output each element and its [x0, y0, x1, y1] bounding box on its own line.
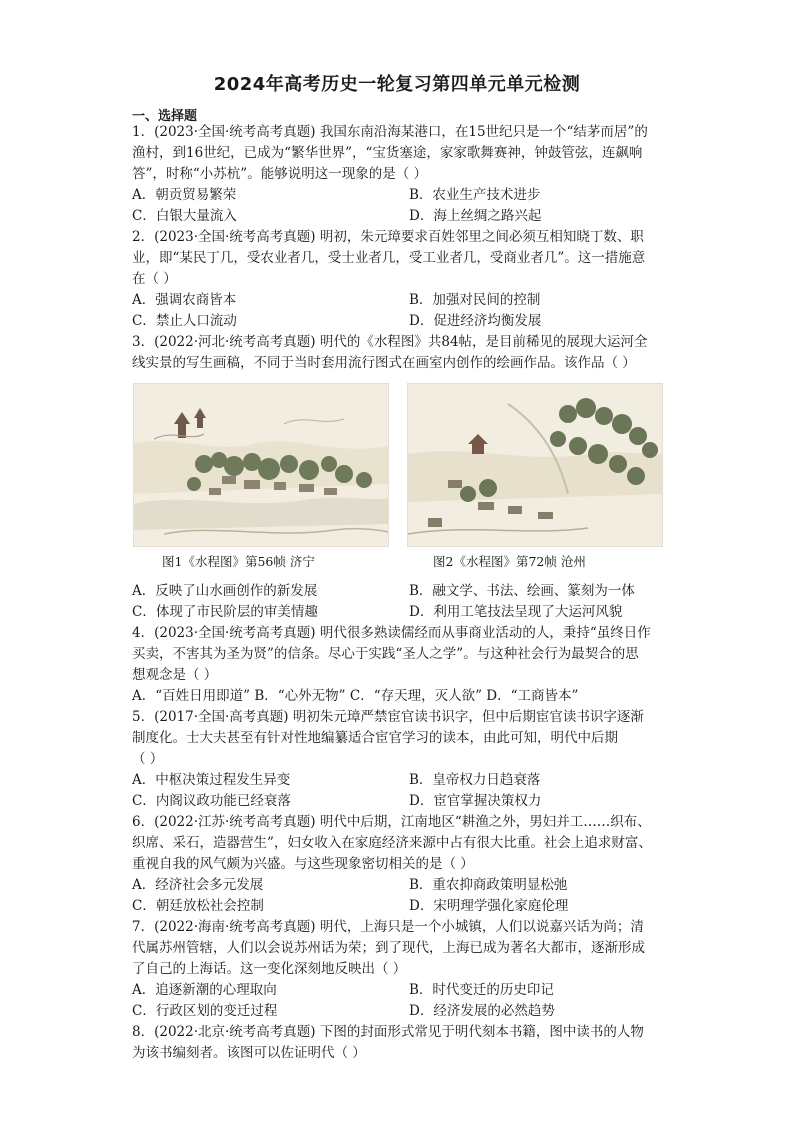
q3-option-c: C．体现了市民阶层的审美情趣: [132, 604, 318, 620]
q1-option-b: B．农业生产技术进步: [409, 187, 541, 203]
q6-line-1: 6．(2022·江苏·统考高考真题) 明代中后期，江南地区“耕渔之外，男妇并工……织布、: [132, 814, 651, 830]
q5-option-c: C．内阁议政功能已经衰落: [132, 793, 291, 809]
q1-line-2: 渔村，到16世纪，已成为“繁华世界”，“宝货塞途，家家歌舞赛神，钟鼓管弦，连飙响: [132, 145, 643, 161]
figure-2-landscape-illustration: [408, 384, 662, 546]
q5-line-2: 制度化。士大夫甚至有针对性地编纂适合宦官学习的读本，由此可知，明代中后期: [132, 730, 618, 746]
q2-line-1: 2．(2023·全国·统考高考真题) 明初，朱元璋要求百姓邻里之间必须互相知晓丁数、职: [132, 229, 644, 245]
q3-option-d: D．利用工笔技法呈现了大运河风貌: [409, 604, 623, 620]
q6-option-a: A．经济社会多元发展: [132, 877, 264, 893]
q4-options-row: A．“百姓日用即道” B．“心外无物” C．“存天理，灭人欲” D．“工商皆本”: [132, 688, 579, 704]
q7-option-a: A．追逐新潮的心理取向: [132, 982, 277, 998]
q7-option-c: C．行政区划的变迁过程: [132, 1003, 278, 1019]
q1-line-3: 答”，时称“小苏杭”。能够说明这一现象的是（ ）: [132, 166, 427, 182]
q8-line-2: 为该书编刻者。该图可以佐证明代（ ）: [132, 1045, 366, 1061]
figure-1-landscape-illustration: [134, 384, 388, 546]
q2-option-b: B．加强对民间的控制: [409, 292, 541, 308]
q8-line-1: 8．(2022·北京·统考高考真题) 下图的封面形式常见于明代刻本书籍，图中读书的人物: [132, 1024, 644, 1040]
q7-line-3: 了自己的上海话。这一变化深刻地反映出（ ）: [132, 961, 407, 977]
q6-line-2: 织席、采石，造器营生”，妇女收入在家庭经济来源中占有很大比重。社会上追求财富、: [132, 835, 652, 851]
q3-line-1: 3．(2022·河北·统考高考真题) 明代的《水程图》共84帖，是目前稀见的展现大运河全: [132, 334, 648, 350]
q5-option-a: A．中枢决策过程发生异变: [132, 772, 291, 788]
q3-option-a: A．反映了山水画创作的新发展: [132, 583, 318, 599]
q6-option-b: B．重农抑商政策明显松弛: [409, 877, 568, 893]
q7-option-d: D．经济发展的必然趋势: [409, 1003, 555, 1019]
figure-1-painting: [133, 383, 389, 547]
q2-option-a: A．强调农商皆本: [132, 292, 237, 308]
q1-option-a: A．朝贡贸易繁荣: [132, 187, 237, 203]
q2-line-2: 业，即“某民丁几，受农业者几，受士业者几，受工业者几，受商业者几”。这一措施意: [132, 250, 646, 266]
q1-option-d: D．海上丝绸之路兴起: [409, 208, 542, 224]
q4-line-3: 想观念是（ ）: [132, 667, 218, 683]
q3-line-2: 线实景的写生画稿，不同于当时套用流行图式在画室内创作的绘画作品。该作品（ ）: [132, 355, 636, 371]
q6-line-3: 重视自我的风气颇为兴盛。与这些现象密切相关的是（ ）: [132, 856, 474, 872]
q2-line-3: 在（ ）: [132, 271, 177, 287]
section-heading: 一、选择题: [132, 109, 198, 124]
figure-1-caption: 图1《水程图》第56帧 济宁: [162, 554, 315, 569]
q3-option-b: B．融文学、书法、绘画、篆刻为一体: [409, 583, 635, 599]
q7-option-b: B．时代变迁的历史印记: [409, 982, 554, 998]
q5-option-b: B．皇帝权力日趋衰落: [409, 772, 541, 788]
q5-option-d: D．宦官掌握决策权力: [409, 793, 542, 809]
q5-line-3: （ ）: [132, 751, 164, 767]
q7-line-1: 7．(2022·海南·统考高考真题) 明代，上海只是一个小城镇，人们以说嘉兴话为尚；清: [132, 919, 644, 935]
q1-line-1: 1．(2023·全国·统考高考真题) 我国东南沿海某港口，在15世纪只是一个“结茅而居”的: [132, 124, 648, 140]
figure-2-caption: 图2《水程图》第72帧 沧州: [433, 554, 586, 569]
q6-option-c: C．朝廷放松社会控制: [132, 898, 264, 914]
figure-2-painting: [407, 383, 663, 547]
q4-line-1: 4．(2023·全国·统考高考真题) 明代很多熟读儒经而从事商业活动的人，秉持“虽终日作: [132, 625, 651, 641]
page-title: 2024年高考历史一轮复习第四单元单元检测: [213, 74, 581, 95]
q2-option-d: D．促进经济均衡发展: [409, 313, 542, 329]
q1-option-c: C．白银大量流入: [132, 208, 237, 224]
q7-line-2: 代属苏州管辖，人们以会说苏州话为荣；到了现代，上海已成为著名大都市，逐渐形成: [132, 940, 645, 956]
q4-line-2: 买卖，不害其为圣为贤”的信条。尽心于实践“圣人之学”。与这种社会行为最契合的思: [132, 646, 639, 662]
q2-option-c: C．禁止人口流动: [132, 313, 237, 329]
q6-option-d: D．宋明理学强化家庭伦理: [409, 898, 569, 914]
q5-line-1: 5．(2017·全国·高考真题) 明初朱元璋严禁宦官读书识字，但中后期宦官读书识字逐渐: [132, 709, 644, 725]
